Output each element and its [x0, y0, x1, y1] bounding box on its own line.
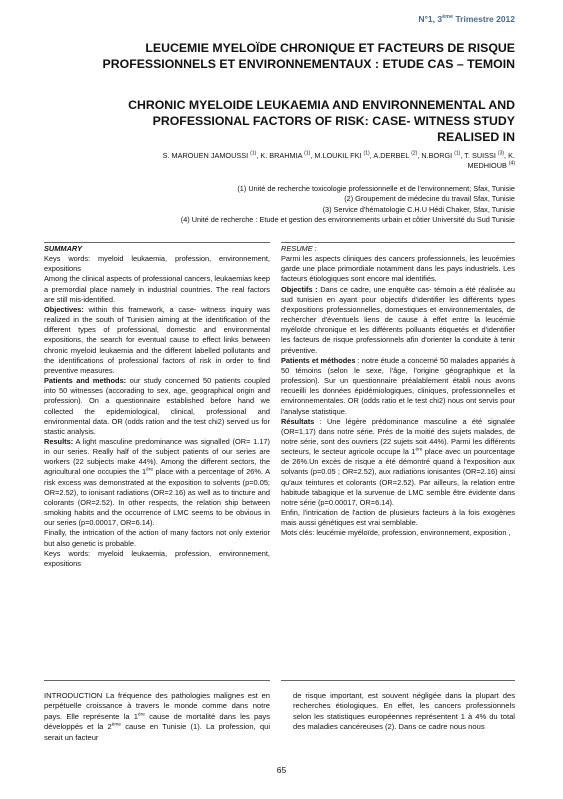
resume-intro: Parmi les aspects cliniques des cancers professionnels, les leucémies garde une place primordiale notamment dans les pays industriels. Les facteurs étiologiques sont encore mal identifiés.	[281, 254, 515, 284]
affiliations	[60, 184, 515, 225]
affiliation-2: (2) Groupement de médecine du travail Sfax, Tunisie	[344, 194, 515, 204]
resume-enfin: Enfin, l'intrication de l'action de plusieurs facteurs à la fois exogènes mais aussi génétiques est vrai semblable.	[281, 508, 515, 528]
body-right-text: de risque important, est souvent négligée dans la plupart des recherches étiologiques. En effet, les cancers professionnels selon les statistiques européennes représentent 1 à 4% du total des maladies cancéreuses (2). Dans ce cadre nous nous	[293, 691, 515, 732]
title-english	[30, 97, 515, 145]
affiliation-3: (3) Service d'hématologie C.H.U Hédi Chaker, Sfax, Tunisie	[322, 204, 515, 214]
summary-column	[44, 244, 270, 569]
title-french-line-1: LEUCEMIE MYELOÏDE CHRONIQUE ET FACTEURS DE RISQUE	[145, 41, 515, 55]
title-french	[30, 40, 515, 72]
page-number: 65	[276, 765, 287, 775]
resume-methodes: Patients et méthodes : notre étude a concerné 50 malades appariés à 50 témoins (selon le sexe, l'âge, l'origine géographique et la profession). Sur un questionnaire préalablement établi nous avons recueilli les données épidémiologiques, cliniques, professionnelles et environnementales. OR (odds ratio et le test chi2) nous ont servis pour l'analyse statistique.	[281, 355, 515, 416]
affiliation-1: (1) Unité de recherche toxicologie professionnelle et de l'environnement; Sfax, Tunisie	[237, 184, 515, 193]
resume-objectifs: Objectifs : Dans ce cadre, une enquête cas- témoin a été réalisée au sud tunisien en ayant pour objectifs d'identifier les différents types d'expositions professionnelles, domestiques et environnementales, de rechercher d'éventuels liens de cause à effet entre la leucémie myéloïde chronique et les différents polluants étiquetés et d'identifier les facteurs de risque professionnels afin d'orienter la conduite à tenir préventive.	[281, 284, 515, 355]
resume-resultats: Résultats : Une légère prédominance masculine a été signalée (OR=1.17) dans notre série. Prés de la moitié des sujets malades, de notre série, sont des ouvriers (22 sujets soit 44%). Parmi les différents secteurs, le secteur agricole occupe la 1ère place avec un pourcentage de 26%.Un excès de risque a été démontré quand à l'exposition aux solvants (p=0.05 ; OR=2.52), aux radiations ionisantes (OR=2.16) ainsi qu'aux teintures et colorants (OR=2.52). Par ailleurs, la relation entre habitude tabagique et la survenue de LMC semble être évidente dans notre série (p=0.00017, OR=6.14).	[281, 416, 515, 507]
summary-top-rule	[44, 242, 270, 243]
body-right-column	[293, 691, 515, 733]
summary-keywords: Keys words: myeloid leukaemia, profession, environnement, expositions	[44, 254, 270, 274]
summary-intro: Among the clinical aspects of professional cancers, leukaemias keep a premordial place namely in industrial countries. The real factors are still mis-identified.	[44, 274, 270, 304]
summary-final: Finally, the intrication of the action of many factors not only exterior but also genetic is probable.	[44, 528, 270, 548]
affiliation-4: (4) Unité de recherche : Etude et gestion des environnements urbain et côtier Université du Sud Tunisie	[180, 214, 515, 224]
summary-heading: SUMMARY	[44, 244, 83, 253]
title-french-line-2: PROFESSIONNELS ET ENVIRONNEMENTAUX : ETUDE CAS – TEMOIN	[102, 57, 515, 71]
summary-bottom-rule	[44, 680, 270, 681]
summary-objectives: Objectives: within this framework, a case- witness inquiry was realized in the south of Tunisien aiming at the identification of the different types of professional, domestic and environmental expositions, the search for eventual cause to effect links between chronic myeloid leukaemia and the different labelled pollutants and the identifications of professional factors of risk in order to find preventive measures.	[44, 304, 270, 375]
title-english-line-1: CHRONIC MYELOIDE LEUKAEMIA AND ENVIRONNEMENTAL AND	[128, 98, 515, 112]
summary-results: Results: A light masculine predominance was signalled (OR= 1.17) in our series. Really half of the subject patients of our series are workers (22 subjects make 44%). Among the different sectors, the agricultural one occupies the 1ère place with a percentage of 26%. A risk excess was demonstrated at the exposition to solvents (p=0.05; OR=2.52), to ionisant radiations (OR=2.16) as well as to tincture and colorants (OR=2.52). In other respects, the relation ship between smoking habits and the occurrence of LMC seems to be obvious in our series (p=0.00017, OR=6.14).	[44, 436, 271, 528]
resume-column	[281, 244, 515, 539]
summary-keywords-2: Keys words: myeloid leukaemia, profession, environnement, expositions	[44, 548, 270, 568]
resume-bottom-rule	[281, 680, 515, 681]
resume-heading: RESUME :	[281, 244, 317, 253]
introduction-column: INTRODUCTION La fréquence des pathologies malignes est en perpétuelle croissance à travers le monde comme dans notre pays. Elle représente la 1ère cause de mortalité dans les pays développés et la 2ème cause en Tunisie (1). La profession, qui serait un facteur	[44, 691, 271, 742]
title-english-line-2: PROFESSIONAL FACTORS OF RISK: CASE- WITNESS STUDY	[152, 114, 515, 128]
resume-motscles: Mots clés: leucémie myéloïde, profession, environnement, exposition ,	[281, 528, 511, 538]
summary-methods: Patients and methods: our study concerned 50 patients coupled into 50 witnesses (accorading to sex, age, geographical origin and profession). On a questionnaire established before hand we collected the epidemiological, clinical, professional and environmental data. OR (odds ration and the test chi2) served us for stastic analysis.	[44, 376, 270, 436]
resume-top-rule	[281, 242, 515, 243]
introduction-heading: INTRODUCTION	[44, 691, 103, 700]
title-english-line-3: REALISED IN	[437, 130, 515, 144]
journal-issue: N°1, 3ème Trimestre 2012	[418, 14, 515, 24]
author-list: S. MAROUEN JAMOUSSI $^{(1)}$, K. BRAHMIA $^{(1)}$, M.LOUKIL FKI $^{(1)}$, A.DERBEL $^{(2)}$, N.BORGI $^{(1)}$, T. SUISSI $^{(3)}$, K. MEDHIOUB $^{(4)}$	[162, 150, 515, 170]
